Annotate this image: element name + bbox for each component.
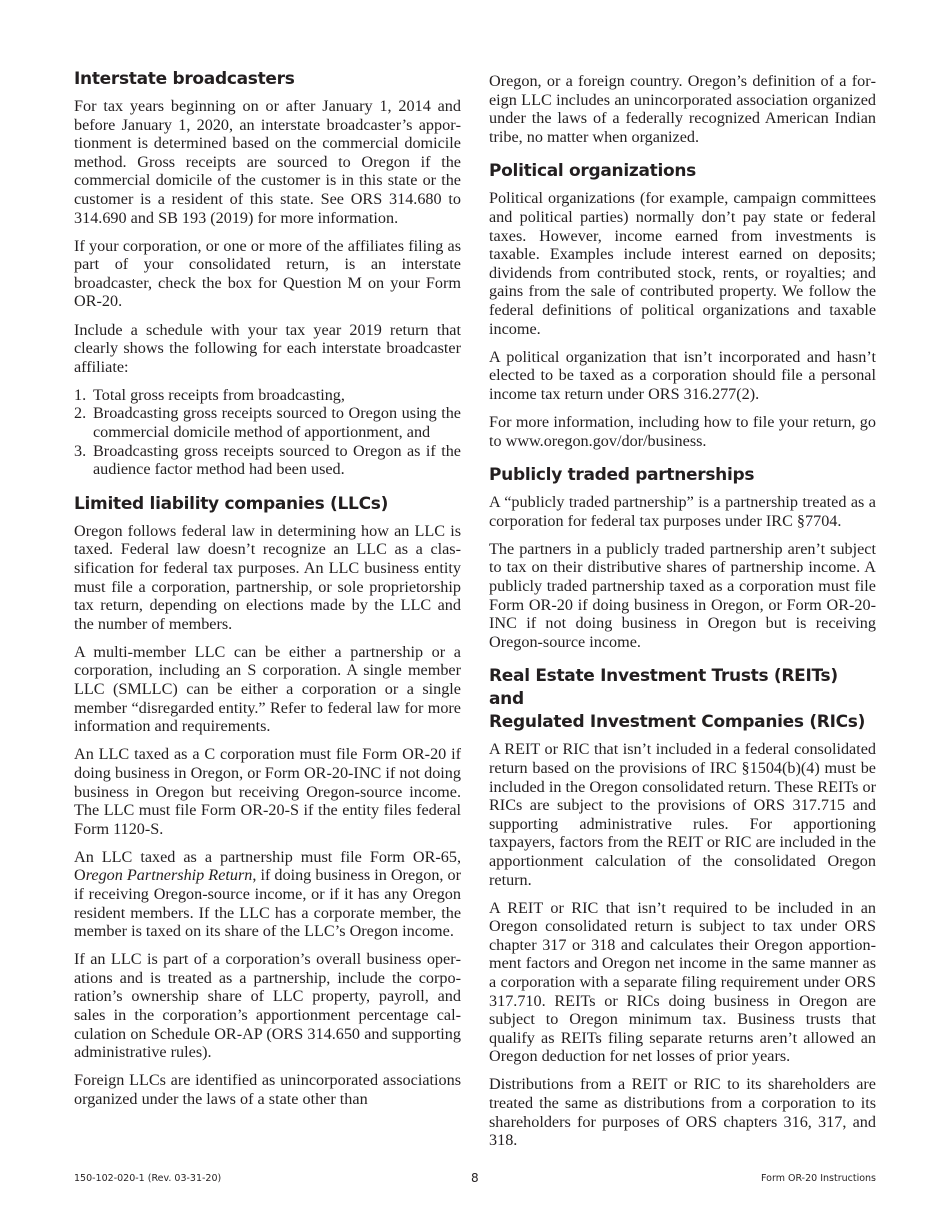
paragraph <box>74 848 461 941</box>
paragraph: A multi-member LLC can be either a partnership or a corporation, including an S corporation. A single member LLC (SMLLC) can be either a corporation or a single member “disregarded entity.” Refer to federal law for more information and requirements. <box>74 642 461 736</box>
text-run: An LLC taxed as a partnership must file Form OR-65, O <box>74 847 461 885</box>
list-item <box>74 442 461 479</box>
paragraph: A political organization that isn’t incorporated and hasn’t elected to be taxed as a corporation should file a personal income tax return under ORS 316.277(2). <box>489 347 876 403</box>
paragraph: Distributions from a REIT or RIC to its shareholders are treated the same as distributions from a corporation to its shareholders for purposes of ORS chapters 316, 317, and 318. <box>489 1075 876 1150</box>
paragraph: For tax years beginning on or after January 1, 2014 and before January 1, 2020, an interstate broadcaster’s apportionment is determined based on the commercial domicile method. Gross receipts are sourced to Oregon if the commercial domicile of the customer is in this state or the customer is a resident of this state. See ORS 314.680 to 314.690 and SB 193 (2019) for more information. <box>74 97 461 227</box>
numbered-list <box>74 386 461 479</box>
section-political-organizations <box>489 160 876 450</box>
paragraph: A REIT or RIC that isn’t required to be included in an Oregon consolidated return is subject to tax under ORS chapter 317 or 318 and calculates their Oregon apportionment factors and Oregon net income in the same manner as a corporation with a separate filing requirement under ORS 317.710. REITs or RICs doing business in Oregon are subject to Oregon minimum tax. Business trusts that qualify as REITs filing separate returns aren’t allowed an Oregon deduction for net losses of prior years. <box>489 898 876 1066</box>
footer-form-number: 150-102-020-1 (Rev. 03-31-20) <box>74 1173 222 1184</box>
list-item-text: Broadcasting gross receipts sourced to Oregon as if the audience factor method had been used. <box>93 441 461 479</box>
section-publicly-traded-partnerships <box>489 464 876 651</box>
section-reits-rics <box>489 665 876 1149</box>
paragraph: Foreign LLCs are identified as unincorporated associations organized under the laws of a state other than <box>74 1071 461 1108</box>
section-heading: Limited liability companies (LLCs) <box>74 493 389 514</box>
right-column <box>489 72 876 1159</box>
left-column <box>74 68 461 1118</box>
section-heading: Political organizations <box>489 161 696 182</box>
list-item <box>74 404 461 441</box>
form-title-italic: regon Partnership Return <box>85 866 253 885</box>
paragraph: If an LLC is part of a corporation’s overall business operations and is treated as a partnership, include the corporation’s ownership share of LLC property, payroll, and sales in the corporation’s apportionment percentage calculation on Schedule OR-AP (ORS 314.650 and supporting administrative rules). <box>74 950 461 1062</box>
paragraph: A REIT or RIC that isn’t included in a federal consolidated return based on the provisions of IRC §1504(b)(4) must be included in the Oregon consolidated return. These REITs or RICs are subject to the provisions of ORS 317.715 and supporting administrative rules. For apportioning taxpayers, factors from the REIT or RIC are included in the apportionment calculation of the consolidated Oregon return. <box>489 740 876 889</box>
paragraph: Oregon follows federal law in determining how an LLC is taxed. Federal law doesn’t recognize an LLC as a classification for federal tax purposes. An LLC business entity must file a corporation, partnership, or sole proprietorship tax return, depending on elections made by the LLC and the number of members. <box>74 521 461 633</box>
heading-line: Real Estate Investment Trusts (REITs) and <box>489 666 838 710</box>
footer-page-number: 8 <box>471 1171 479 1185</box>
section-heading <box>489 665 876 734</box>
paragraph: An LLC taxed as a C corporation must file Form OR-20 if doing business in Oregon, or Form OR-20-INC if not doing business in Oregon but receiving Oregon-source income. The LLC must file Form OR-20-S if the entity files federal Form 1120-S. <box>74 745 461 838</box>
paragraph: Include a schedule with your tax year 2019 return that clearly shows the following for each interstate broadcaster affiliate: <box>74 320 461 376</box>
paragraph: The partners in a publicly traded partnership aren’t subject to tax on their distributive shares of partnership income. A publicly traded partnership taxed as a corporation must file Form OR-20 if doing business in Oregon, or Form OR-20-INC if not doing business in Oregon but is receiving Oregon-source income. <box>489 539 876 651</box>
continued-paragraph: Oregon, or a foreign country. Oregon’s definition of a foreign LLC includes an unincorporated association organized under the laws of a federally recognized American Indian tribe, no matter when organized. <box>489 72 876 146</box>
list-number: 3. <box>74 441 87 460</box>
section-interstate-broadcasters <box>74 68 461 479</box>
section-heading: Publicly traded partnerships <box>489 465 755 486</box>
list-item <box>74 386 461 405</box>
text-run: , if doing business in Oregon, or if receiving Oregon-source income, or if it has any Oregon resident members. If the LLC has a corporate member, the member is taxed on its share of the LLC’s Oregon income. <box>74 866 461 941</box>
paragraph: If your corporation, or one or more of the affiliates filing as part of your consolidated return, is an interstate broadcaster, check the box for Question M on your Form OR-20. <box>74 236 461 311</box>
paragraph: A “publicly traded partnership” is a partnership treated as a corporation for federal tax purposes under IRC §7704. <box>489 493 876 530</box>
list-item-text: Total gross receipts from broadcasting, <box>93 385 345 404</box>
heading-line: Regulated Investment Companies (RICs) <box>489 712 866 733</box>
section-heading: Interstate broadcasters <box>74 69 295 89</box>
section-llcs <box>74 493 461 1109</box>
list-number: 1. <box>74 385 87 404</box>
paragraph: Political organizations (for example, campaign committees and political parties) normally don’t pay state or federal taxes. However, income earned from investments is taxable. Examples include interest earned on deposits; dividends from contributed stock, rents, or royalties; and gains from the sale of contributed property. We follow the federal definitions of political organizations and taxable income. <box>489 189 876 338</box>
list-item-text: Broadcasting gross receipts sourced to Oregon using the commercial domicile method of apportionment, and <box>93 404 461 441</box>
list-number: 2. <box>74 404 87 423</box>
paragraph: For more information, including how to file your return, go to www.oregon.gov/dor/business. <box>489 412 876 450</box>
footer-title: Form OR-20 Instructions <box>761 1173 876 1184</box>
